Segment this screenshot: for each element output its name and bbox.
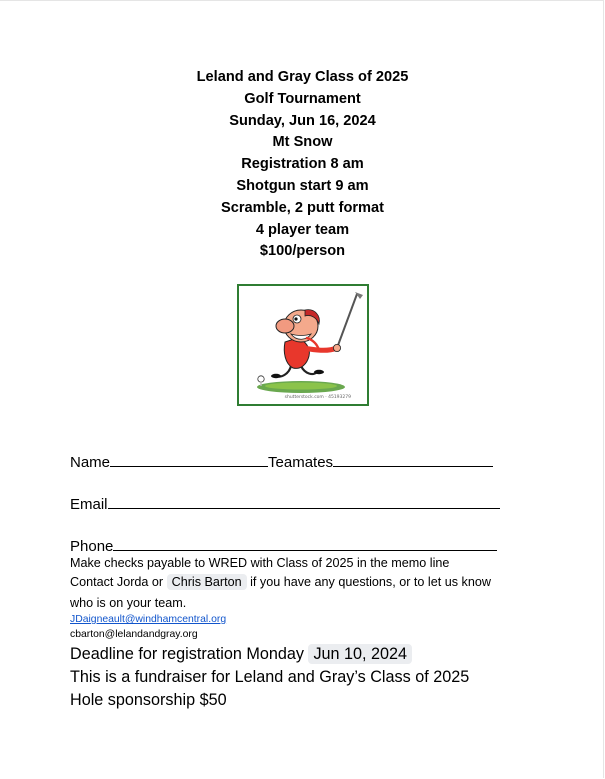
cartoon-golfer-illustration — [239, 286, 367, 404]
golfer-image — [237, 284, 369, 406]
event-header — [0, 67, 605, 263]
header-format: Scramble, 2 putt format — [221, 199, 384, 216]
name-label: Name — [70, 454, 111, 471]
sponsorship-line: Hole sponsorship $50 — [70, 691, 227, 709]
teammates-field[interactable] — [333, 452, 493, 467]
image-watermark: shutterstock.com · 45193279 — [284, 395, 351, 400]
email-field[interactable] — [108, 494, 500, 509]
fundraiser-line: This is a fundraiser for Leland and Gray’s Class of 2025 — [70, 668, 470, 686]
name-teammates-row — [70, 452, 493, 472]
email-row — [70, 494, 500, 514]
phone-label: Phone — [70, 538, 114, 555]
phone-row — [70, 536, 497, 556]
name-field[interactable] — [110, 452, 268, 467]
header-event-name: Golf Tournament — [244, 90, 361, 107]
contact-line-2: who is on your team. — [70, 596, 187, 610]
email-link-jdaigneault[interactable]: JDaigneault@windhamcentral.org — [70, 614, 227, 625]
header-title: Leland and Gray Class of 2025 — [196, 69, 409, 85]
header-team-size: 4 player team — [255, 221, 350, 238]
contact-suffix: if you have any questions, or to let us know — [246, 575, 491, 589]
email-cbarton: cbarton@lelandandgray.org — [70, 629, 198, 640]
email-label: Email — [70, 496, 108, 513]
deadline-prefix: Deadline for registration Monday — [70, 645, 309, 663]
header-location: Mt Snow — [272, 134, 333, 151]
deadline-line — [70, 644, 412, 664]
contact-line — [70, 575, 491, 590]
header-start-time: Shotgun start 9 am — [236, 177, 369, 194]
contact-person-chip[interactable]: Chris Barton — [167, 574, 247, 590]
contact-prefix: Contact Jorda or — [70, 575, 167, 589]
header-price: $100/person — [259, 243, 346, 260]
deadline-date-chip[interactable]: Jun 10, 2024 — [308, 644, 412, 664]
teammates-label: Teamates — [268, 454, 334, 471]
header-registration-time: Registration 8 am — [241, 156, 364, 173]
checks-instruction: Make checks payable to WRED with Class of 2025 in the memo line — [70, 556, 450, 570]
header-date: Sunday, Jun 16, 2024 — [229, 112, 376, 129]
phone-field[interactable] — [113, 536, 497, 551]
